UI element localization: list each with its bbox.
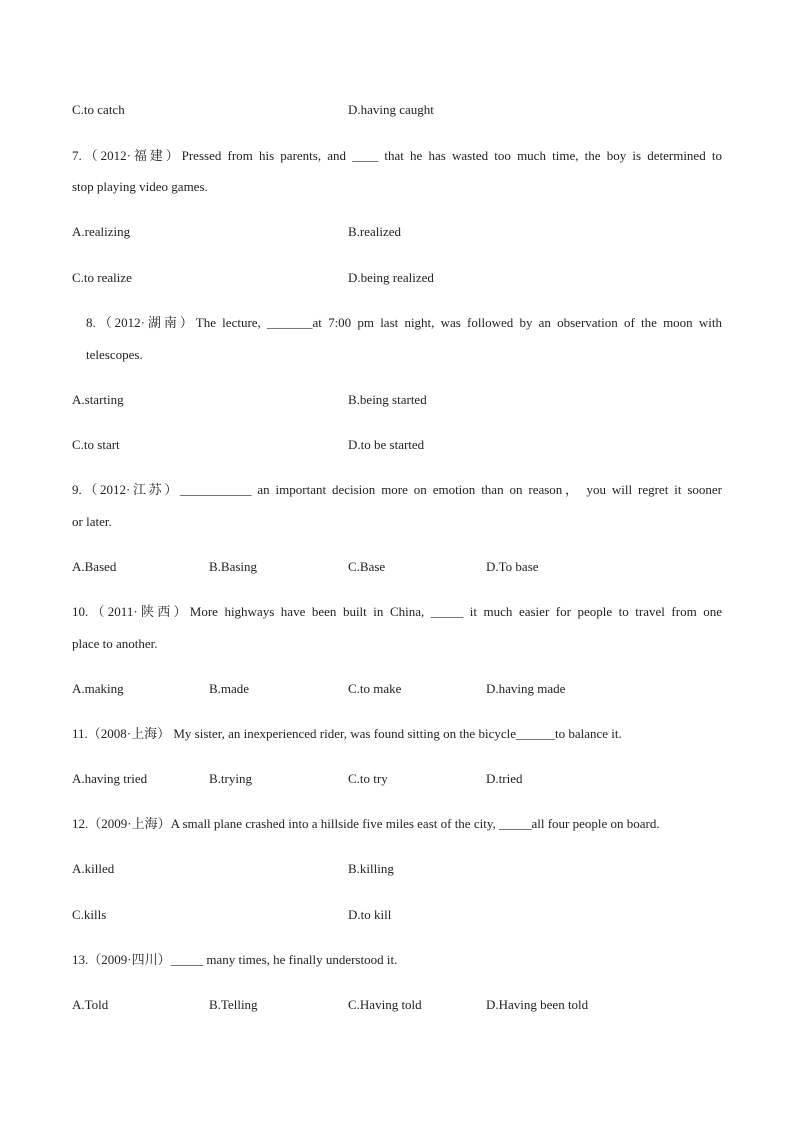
option-a-q8: A.starting xyxy=(72,392,124,407)
option-c-q11: C.to try xyxy=(348,771,388,786)
question-10-line-2: place to another. xyxy=(72,636,158,651)
question-13-line-1: 13.（2009·四川）_____ many times, he finally understood it. xyxy=(72,952,398,967)
option-d-q7: D.being realized xyxy=(348,270,434,285)
option-d-q12: D.to kill xyxy=(348,907,392,922)
question-7-line-2: stop playing video games. xyxy=(72,179,208,194)
question-12-line-1: 12.（2009·上海）A small plane crashed into a hillside five miles east of the city, _____all four people on board. xyxy=(72,816,660,831)
question-9-line-1: 9.（2012·江苏）___________ an important decision more on emotion than on reason， you will regret it sooner xyxy=(72,482,722,497)
option-b-q7: B.realized xyxy=(348,224,402,239)
option-d-q6: D.having caught xyxy=(348,102,434,117)
option-d-q8: D.to be started xyxy=(348,437,425,452)
option-b-q10: B.made xyxy=(209,681,250,696)
option-a-q7: A.realizing xyxy=(72,224,131,239)
option-c-q10: C.to make xyxy=(348,681,402,696)
option-b-q11: B.trying xyxy=(209,771,252,786)
question-11-line-1: 11.（2008·上海） My sister, an inexperienced rider, was found sitting on the bicycle______to balance it. xyxy=(72,726,622,741)
question-8-line-2: telescopes. xyxy=(86,347,143,362)
question-9-line-2: or later. xyxy=(72,514,112,529)
option-d-q13: D.Having been told xyxy=(486,997,589,1012)
option-a-q11: A.having tried xyxy=(72,771,148,786)
question-7-line-1: 7.（2012·福建）Pressed from his parents, and ____ that he has wasted too much time, the boy is determined to xyxy=(72,148,722,163)
option-b-q9: B.Basing xyxy=(209,559,258,574)
option-a-q13: A.Told xyxy=(72,997,109,1012)
option-b-q8: B.being started xyxy=(348,392,427,407)
option-c-q13: C.Having told xyxy=(348,997,422,1012)
option-d-q11: D.tried xyxy=(486,771,523,786)
option-d-q10: D.having made xyxy=(486,681,566,696)
option-d-q9: D.To base xyxy=(486,559,539,574)
option-c-q7: C.to realize xyxy=(72,270,132,285)
option-c-q9: C.Base xyxy=(348,559,386,574)
option-a-q10: A.making xyxy=(72,681,124,696)
option-c-q8: C.to start xyxy=(72,437,120,452)
option-c-q6: C.to catch xyxy=(72,102,125,117)
question-8-line-1: 8.（2012·湖南）The lecture, _______at 7:00 pm last night, was followed by an observation of the moon with xyxy=(86,315,722,330)
option-b-q12: B.killing xyxy=(348,861,394,876)
question-10-line-1: 10.（2011·陕西）More highways have been built in China, _____ it much easier for people to travel from one xyxy=(72,604,722,619)
option-b-q13: B.Telling xyxy=(209,997,258,1012)
option-a-q9: A.Based xyxy=(72,559,117,574)
option-c-q12: C.kills xyxy=(72,907,107,922)
option-a-q12: A.killed xyxy=(72,861,115,876)
